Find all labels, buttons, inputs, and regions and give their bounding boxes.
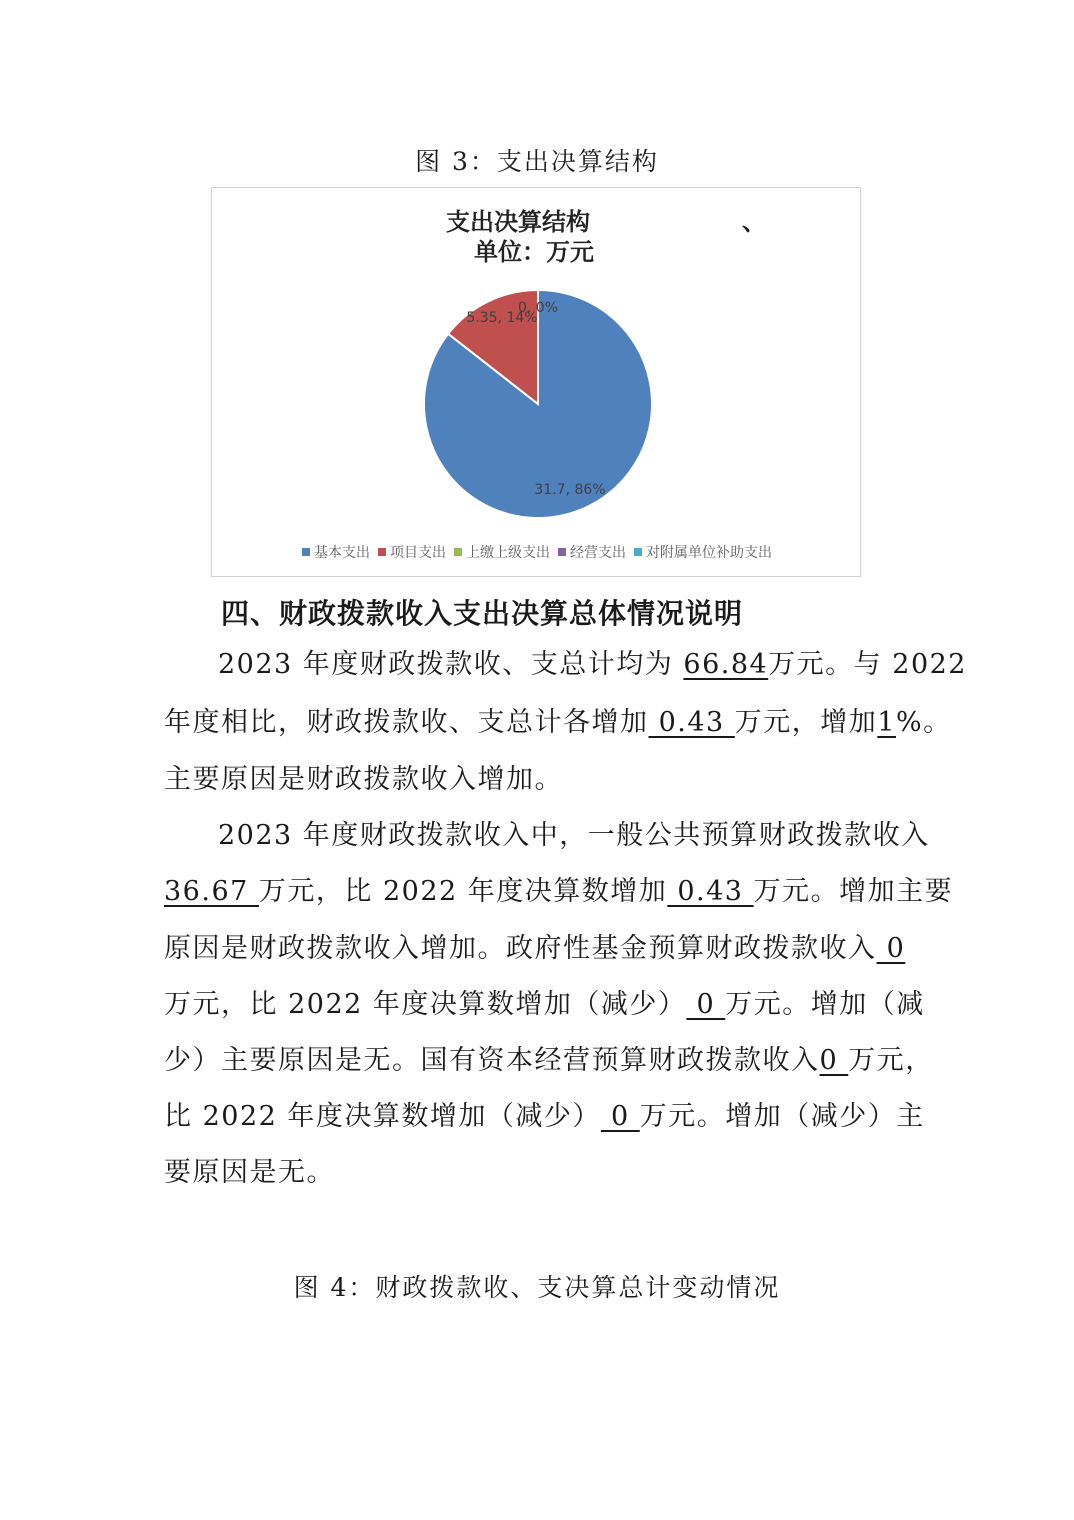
text: 年度相比，财政拨款收、支总计各增加 [164, 707, 649, 738]
fund-budget-value: 0 [876, 933, 906, 964]
legend-item [378, 542, 446, 562]
general-budget-increase: 0.43 [667, 876, 754, 907]
text: 万元，增加 [734, 707, 878, 738]
text: 比 2022 年度决算数增加（减少） [164, 1101, 601, 1132]
pie-chart [211, 187, 861, 577]
figure-3-caption: 图 3：支出决算结构 [415, 147, 659, 176]
legend-swatch [634, 548, 642, 556]
legend-item [558, 542, 626, 562]
chart-subtitle: 单位：万元 [474, 237, 594, 266]
legend-swatch [454, 548, 462, 556]
text: 万元，比 2022 年度决算数增加（减少） [164, 989, 687, 1020]
para2-line6 [164, 1097, 925, 1137]
text: 万元，比 2022 年度决算数增加 [258, 876, 668, 907]
pie-data-label-0: 31.7, 86% [534, 482, 606, 498]
general-budget-value: 36.67 [164, 876, 259, 907]
legend-item [634, 542, 772, 562]
text: 万元， [848, 1045, 934, 1076]
section-heading: 四、财政拨款收入支出决算总体情况说明 [221, 597, 744, 630]
increase-value: 0.43 [648, 707, 735, 738]
state-capital-value: 0 [819, 1045, 849, 1076]
text: %。 [895, 707, 952, 738]
chart-title-mark: 、 [742, 207, 766, 236]
para1-line3: 主要原因是财政拨款收入增加。 [164, 764, 563, 795]
para2-line4 [164, 985, 925, 1025]
legend-label: 上缴上级支出 [466, 545, 550, 561]
legend-label: 经营支出 [570, 545, 626, 561]
fund-budget-change: 0 [686, 989, 726, 1020]
para2-line5 [164, 1041, 934, 1081]
legend-label: 基本支出 [314, 545, 370, 561]
text: 万元。增加（减 [725, 989, 925, 1020]
text: 万元。增加主要 [753, 876, 954, 907]
pie-data-label-1: 5.35, 14% [466, 310, 538, 326]
legend-item [454, 542, 550, 562]
legend-swatch [378, 548, 386, 556]
figure-4-caption: 图 4：财政拨款收、支决算总计变动情况 [293, 1273, 781, 1302]
para2-line3 [164, 929, 912, 969]
chart-title: 支出决算结构 [446, 207, 590, 236]
text: 万元。与 2022 [768, 649, 967, 680]
text: 原因是财政拨款收入增加。政府性基金预算财政拨款收入 [164, 933, 877, 964]
legend-label: 对附属单位补助支出 [646, 545, 772, 561]
legend-label: 项目支出 [390, 545, 446, 561]
para1-line1 [164, 645, 967, 685]
legend-swatch [302, 548, 310, 556]
legend-item [302, 542, 370, 562]
state-capital-change: 0 [600, 1101, 640, 1132]
para2-line1: 2023 年度财政拨款收入中，一般公共预算财政拨款收入 [218, 820, 930, 851]
increase-percent: 1 [877, 707, 896, 738]
text: 万元。增加（减少）主 [639, 1101, 925, 1132]
text: 2023 年度财政拨款收、支总计均为 [218, 649, 684, 680]
legend-swatch [558, 548, 566, 556]
para2-line2 [164, 872, 954, 912]
pie-data-label-2: 0, 0% [517, 300, 559, 316]
total-value: 66.84 [683, 649, 769, 680]
para1-line2 [164, 703, 952, 743]
chart-legend [212, 542, 862, 562]
text: 少）主要原因是无。国有资本经营预算财政拨款收入 [164, 1045, 820, 1076]
para2-line7: 要原因是无。 [164, 1157, 335, 1188]
